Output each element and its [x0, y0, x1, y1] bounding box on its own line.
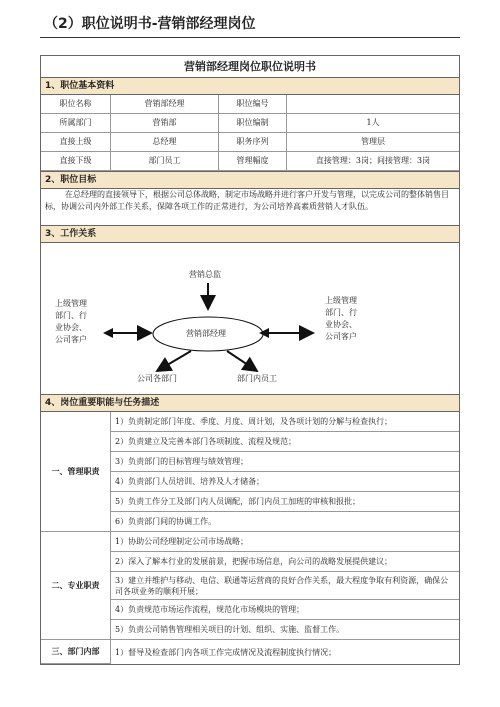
arrow-to-staff [227, 351, 257, 371]
duty-item: 1）协助公司经理制定公司市场战略； [111, 532, 459, 552]
position-goal-text: 在总经理的直接领导下，根据公司总体战略，制定市场战略并进行客户开发与管理，以完成公司的整体销售目标，协调公司内外部工作关系，保障各项工作的正常进行，为公司培养高素质营销人才队伍。 [45, 190, 449, 211]
left-line-4: 公司客户 [55, 335, 87, 344]
value-job-series: 管理层 [287, 133, 459, 152]
label-management-span: 管理幅度 [219, 152, 287, 171]
arrow-left-head [103, 328, 113, 338]
label-superior: 直接上级 [41, 133, 111, 152]
duty-category-internal: 三、部门内部 [41, 640, 111, 664]
right-line-1: 上级管理 [325, 296, 357, 305]
duty-item: 1）督导及检查部门内各项工作完成情况及流程制度执行情况； [115, 647, 337, 657]
value-superior: 总经理 [111, 133, 219, 152]
section-relations-header: 3、工作关系 [41, 225, 459, 243]
page-heading: （2）职位说明书-营销部经理岗位 [44, 16, 256, 32]
value-position-name: 营销部经理 [111, 95, 219, 114]
right-line-4: 公司客户 [325, 332, 357, 341]
arrow-to-departments [157, 351, 191, 371]
duty-item: 2）负责建立及完善本部门各项制度、流程及规范； [111, 432, 459, 452]
section-goal-header: 2、职位目标 [41, 171, 459, 189]
node-marketing-manager: 营销部经理 [186, 329, 226, 338]
duty-category-management: 一、管理职责 [41, 412, 111, 532]
value-position-code [287, 95, 459, 114]
duty-item: 3）负责部门的目标管理与绩效管理； [111, 452, 459, 472]
doc-title: 营销部经理岗位职位说明书 [41, 56, 459, 78]
right-line-3: 业协会、 [325, 320, 357, 329]
label-position-name: 职位名称 [41, 95, 111, 114]
duty-item: 2）深入了解本行业的发展前景，把握市场信息，向公司的战略发展提供建议； [111, 552, 459, 572]
job-description-table [40, 55, 460, 665]
duty-category-professional: 二、专业职责 [41, 532, 111, 640]
duty-item: 4）负责规范市场运作流程，规范化市场模块的管理； [111, 600, 459, 620]
duty-item: 1）负责制定部门年度、季度、月度、周计划，及各项计划的分解与检查执行； [111, 412, 459, 432]
node-left-external [55, 298, 87, 346]
node-company-departments: 公司各部门 [137, 374, 177, 383]
value-department: 营销部 [111, 114, 219, 133]
label-job-series: 职务序列 [219, 133, 287, 152]
label-position-code: 职位编号 [219, 95, 287, 114]
node-marketing-director: 营销总监 [189, 270, 221, 279]
duty-item: 3）建立并维护与移动、电信、联通等运营商的良好合作关系，最大程度争取有利资源，确保公司各项业务的顺利开展； [111, 572, 459, 600]
section-duties-header: 4、岗位重要职能与任务描述 [41, 394, 459, 412]
duty-item: 5）负责公司销售管理相关项目的计划、组织、实施、监督工作。 [111, 620, 459, 640]
label-headcount: 职位编制 [219, 114, 287, 133]
work-relations-diagram [41, 243, 459, 393]
duty-item: 5）负责工作分工及部门内人员调配，部门内员工加班的审核和报批； [111, 492, 459, 512]
duty-item: 4）负责部门人员培训、培养及人才储备； [111, 472, 459, 492]
node-right-external [325, 295, 357, 343]
label-subordinates: 直接下级 [41, 152, 111, 171]
relations-arrows [41, 243, 459, 393]
label-department: 所属部门 [41, 114, 111, 133]
left-line-2: 部门、行 [55, 311, 87, 320]
heading-underline [40, 37, 460, 38]
right-line-2: 部门、行 [325, 308, 357, 317]
value-management-span: 直接管理：3岗；间接管理：3岗 [287, 152, 459, 171]
duty-item: 6）负责部门间的协调工作。 [111, 512, 459, 532]
value-subordinates: 部门员工 [111, 152, 219, 171]
node-department-staff: 部门内员工 [237, 374, 277, 383]
value-headcount: 1人 [287, 114, 459, 133]
left-line-3: 业协会、 [55, 323, 87, 332]
section-basic-info-header: 1、职位基本资料 [41, 77, 459, 95]
left-line-1: 上级管理 [55, 299, 87, 308]
